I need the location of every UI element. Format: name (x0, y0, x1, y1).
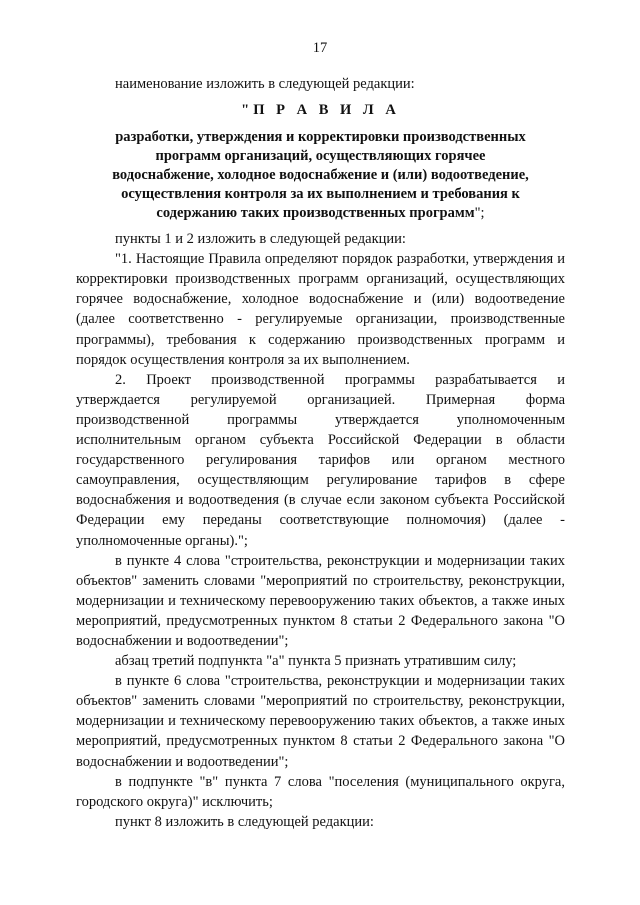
paragraph: в подпункте "в" пункта 7 слова "поселения (муниципального округа, городского округа)" исключить; (76, 773, 565, 810)
paragraph: пункт 8 изложить в следующей редакции: (115, 813, 374, 830)
paragraph: в пункте 4 слова "строительства, реконструкции и модернизации таких объектов" заменить словами "мероприятий по строительству, реконструкции, модернизации и техническому перевооружению таких объектов, а также иных мероприятий, предусмотренных пунктом 8 статьи 2 Федерального закона "О водоснабжении и водоотведении"; (76, 552, 565, 649)
paragraph: абзац третий подпункта "а" пункта 5 признать утратившим силу; (115, 653, 517, 670)
rules-subtitle-tail: "; (474, 205, 485, 222)
intro-paragraph: наименование изложить в следующей редакции: (115, 76, 415, 92)
page-number: 17 (312, 40, 328, 56)
paragraph: "1. Настоящие Правила определяют порядок разработки, утверждения и корректировки производственных программ организаций, осуществляющих горячее водоснабжение, холодное водоснабжение и (или) водоотведение (далее соответственно - регулируемые организации, производственные программы), требования к содержанию производственных программ и порядок осуществления контроля за их выполнением. (76, 251, 565, 368)
document-body (76, 74, 565, 832)
paragraph: 2. Проект производственной программы разрабатывается и утверждается регулируемой организацией. Примерная форма производственной программы утверждается уполномоченным исполнительным органом субъекта Российской Федерации в области государственного регулирования тарифов или органом местного самоуправления, осуществляющим регулирование тарифов в сфере водоснабжения и водоотведения (в случае если законом субъекта Российской Федерации ему переданы соответствующие полномочия) (далее - уполномоченные органы)."; (76, 371, 565, 549)
paragraph: в пункте 6 слова "строительства, реконструкции и модернизации таких объектов" заменить словами "мероприятий по строительству, реконструкции, модернизации и техническому перевооружению таких объектов, а также иных мероприятий, предусмотренных пунктом 8 статьи 2 Федерального закона "О водоснабжении и водоотведении"; (76, 673, 565, 770)
rules-subtitle (76, 128, 565, 223)
rules-subtitle-text: разработки, утверждения и корректировки производственных программ организаций, осуществляющих горячее водоснабжение, холодное водоснабжение и (или) водоотведение, осуществления контроля за их выполнением и требования к содержанию таких производственных программ (112, 129, 529, 222)
paragraph: пункты 1 и 2 изложить в следующей редакции: (115, 231, 406, 248)
rules-title: "П Р А В И Л А (241, 102, 400, 119)
